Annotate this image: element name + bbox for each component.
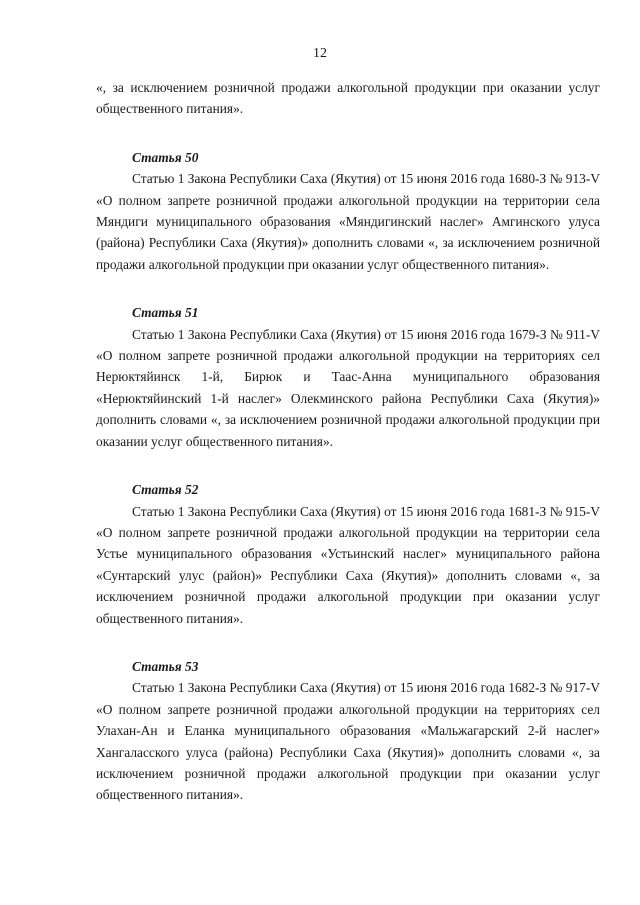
intro-paragraph: «, за исключением розничной продажи алкогольной продукции при оказании услуг общественного питания». — [96, 80, 600, 117]
article-heading-52: Статья 52 — [132, 482, 199, 498]
article-text-53: Статью 1 Закона Республики Саха (Якутия) от 15 июня 2016 года 1682-З № 917-V «О полном запрете розничной продажи алкогольной продукции на территориях сел Улахан-Ан и Еланка муниципального образования «Мальжагарский 2-й наслег» Хангаласского улуса (района) Республики Саха (Якутия)» дополнить словами «, за исключением розничной продажи алкогольной продукции при оказании услуг общественного питания». — [96, 680, 600, 803]
article-heading-53: Статья 53 — [132, 658, 199, 674]
article-heading-51: Статья 51 — [132, 305, 199, 321]
article-heading-50: Статья 50 — [132, 149, 199, 165]
page-number: 12 — [313, 46, 327, 61]
article-text-51: Статью 1 Закона Республики Саха (Якутия) от 15 июня 2016 года 1679-З № 911-V «О полном запрете розничной продажи алкогольной продукции на территориях сел Нерюктяйинск 1-й, Бирюк и Таас-Анна муниципального образования «Нерюктяйинский 1-й наслег» Олекминского района Республики Саха (Якутия)» дополнить словами «, за исключением розничной продажи алкогольной продукции при оказании услуг общественного питания». — [96, 326, 600, 449]
article-text-52: Статью 1 Закона Республики Саха (Якутия) от 15 июня 2016 года 1681-З № 915-V «О полном запрете розничной продажи алкогольной продукции на территории села Устье муниципального образования «Устьинский наслег» муниципального района «Сунтарский улус (район)» Республики Саха (Якутия)» дополнить словами «, за исключением розничной продажи алкогольной продукции при оказании услуг общественного питания». — [96, 503, 600, 626]
document-body — [96, 77, 600, 806]
article-text-50: Статью 1 Закона Республики Саха (Якутия) от 15 июня 2016 года 1680-З № 913-V «О полном запрете розничной продажи алкогольной продукции на территории села Мяндиги муниципального образования «Мяндигинский наслег» Амгинского улуса (района) Республики Саха (Якутия)» дополнить словами «, за исключением розничной продажи алкогольной продукции при оказании услуг общественного питания». — [96, 171, 600, 272]
